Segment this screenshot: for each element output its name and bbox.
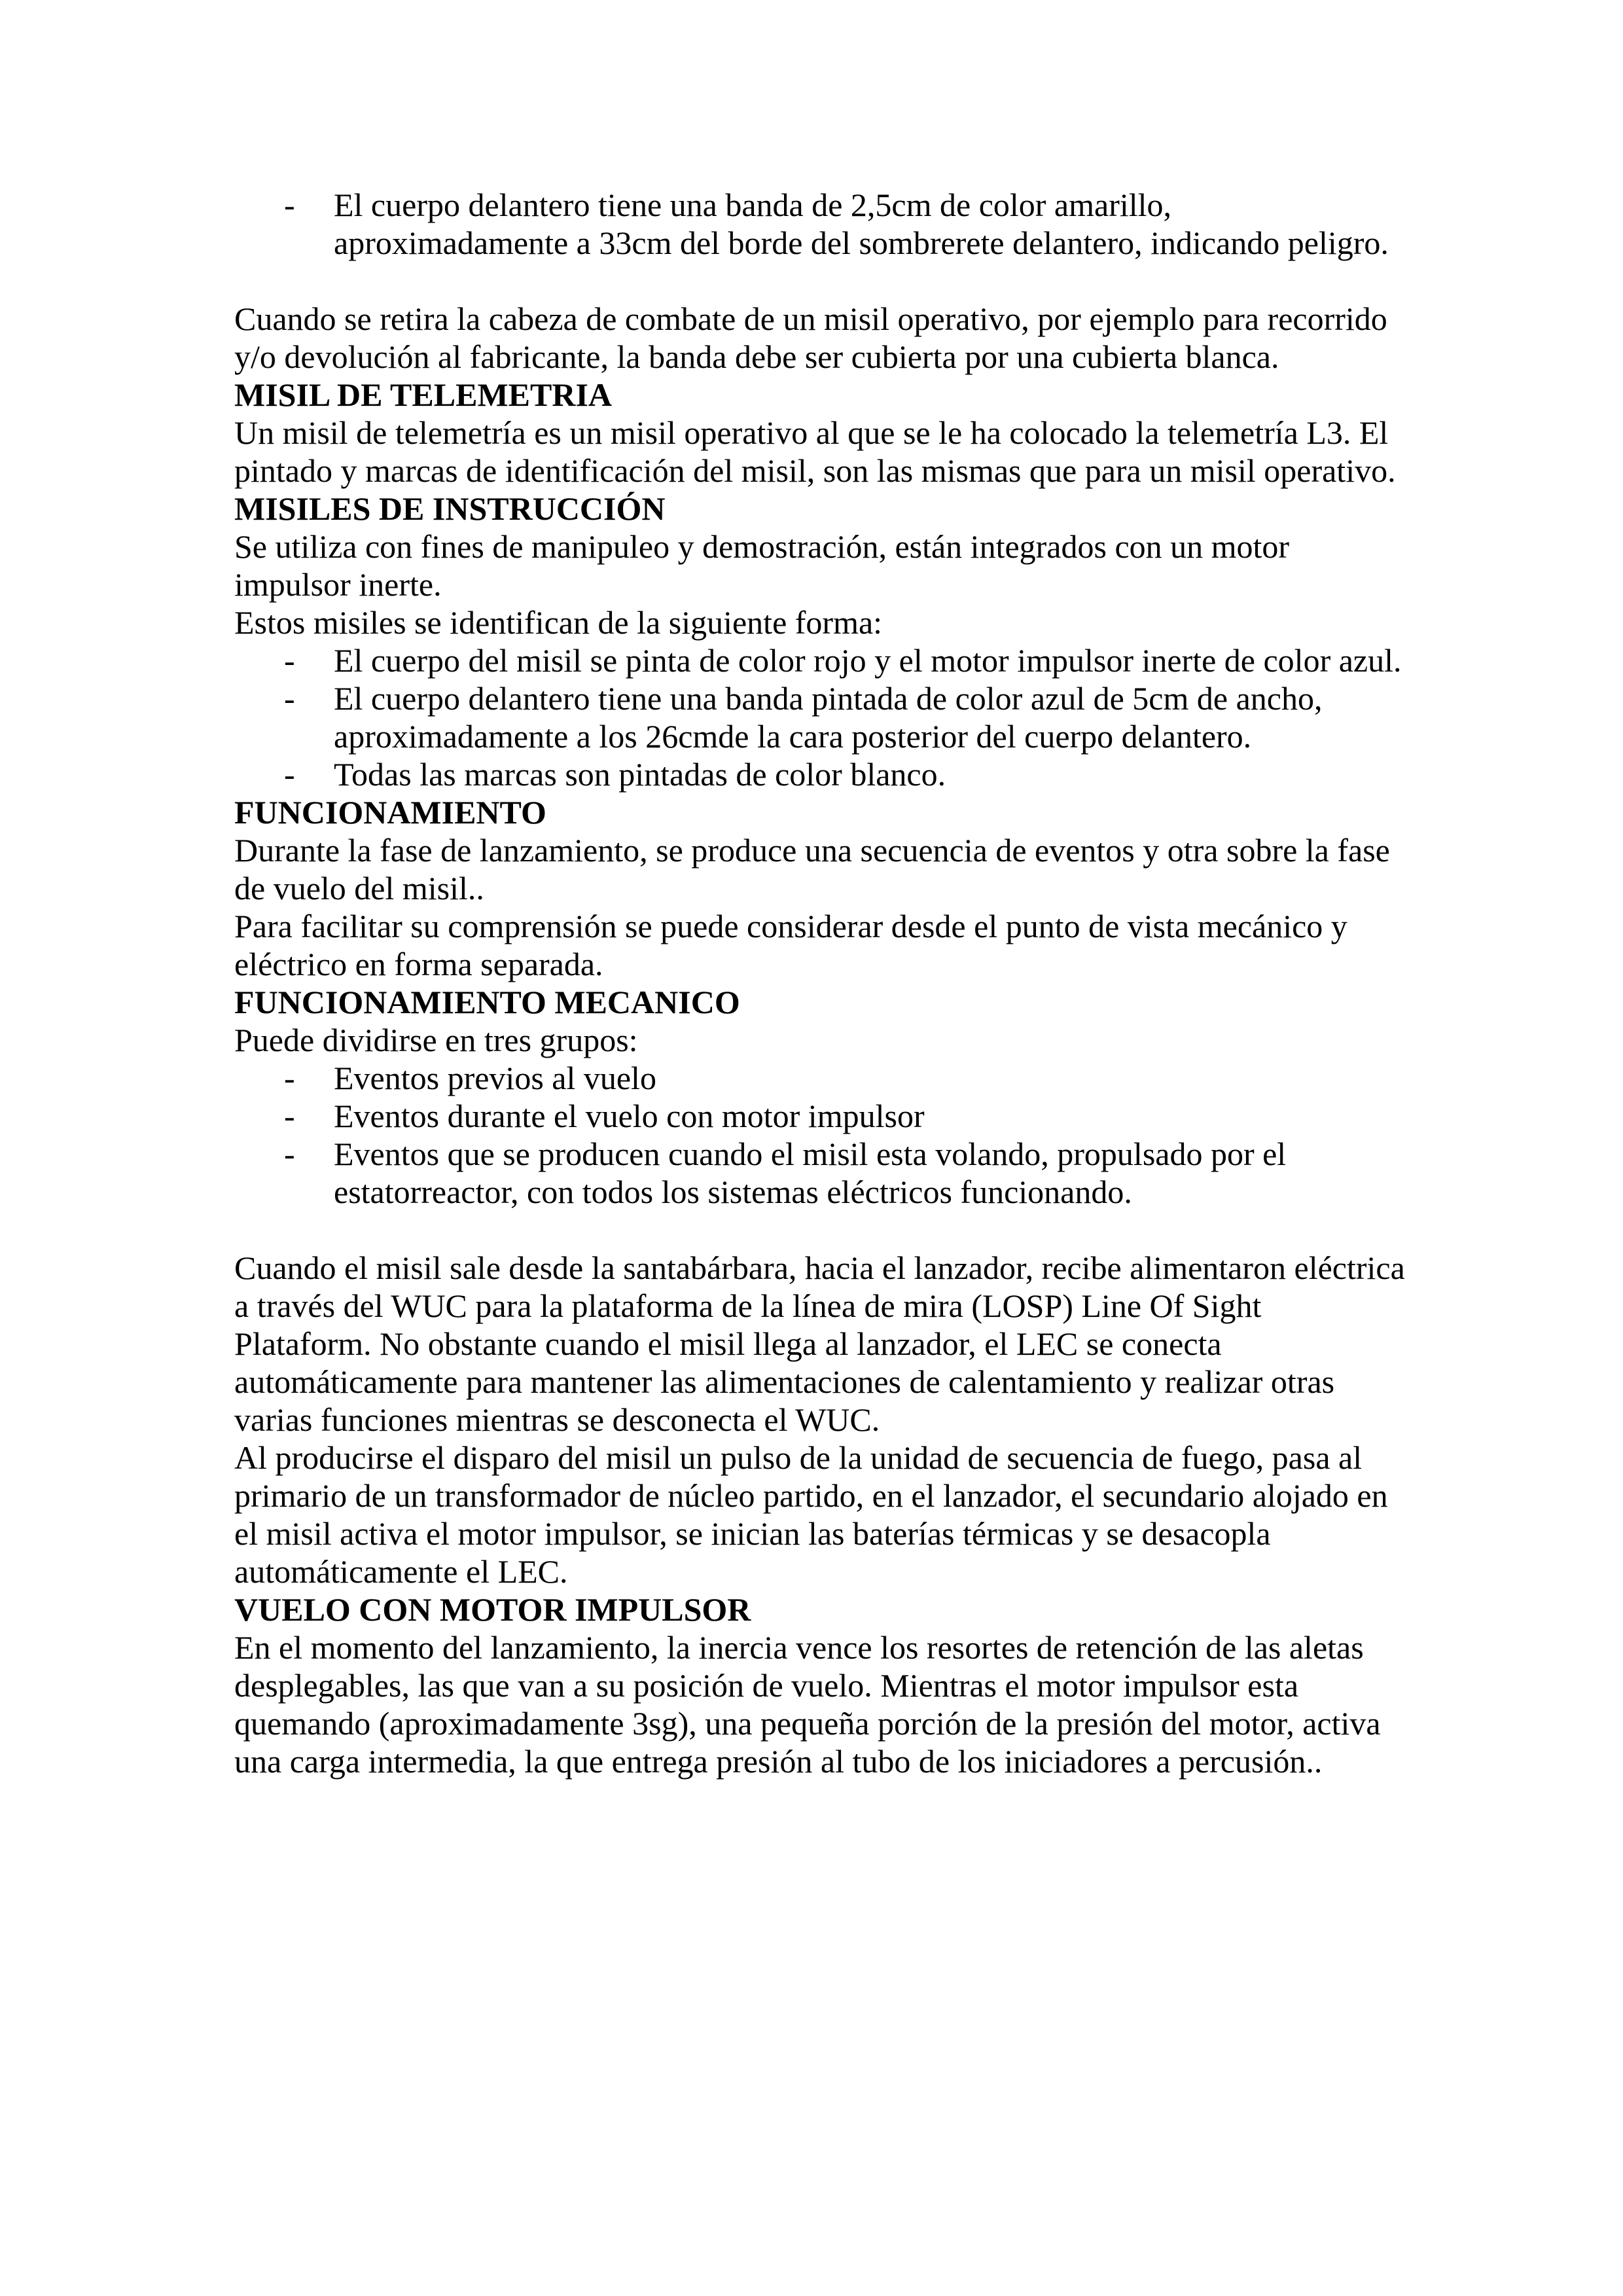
list-item — [234, 679, 1406, 755]
list-item-text: Eventos que se producen cuando el misil esta volando, propulsado por el estatorreactor, con todos los sistemas eléctricos funcionando. — [334, 1136, 1287, 1210]
paragraph-telemetria: Un misil de telemetría es un misil operativo al que se le ha colocado la telemetría L3. El pintado y marcas de identificación del misil, son las mismas que para un misil operativo. — [234, 414, 1396, 489]
bullet-dash: - — [284, 1098, 295, 1134]
list-item — [234, 186, 1406, 262]
paragraph-mecanico-2: Cuando el misil sale desde la santabárbara, hacia el lanzador, recibe alimentaron eléctrica a través del WUC para la plataforma de la línea de mira (LOSP) Line Of Sight Plataform. No obstante cuando el misil llega al lanzador, el LEC se conecta automáticamente para mantener las alimentaciones de calentamiento y realizar otras varias funciones mientras se desconecta el WUC. — [234, 1249, 1405, 1438]
paragraph-funcionamiento-2: Para facilitar su comprensión se puede considerar desde el punto de vista mecánico y eléctrico en forma separada. — [234, 908, 1347, 982]
paragraph-instruccion-1: Se utiliza con fines de manipuleo y demostración, están integrados con un motor impulsor inerte. — [234, 528, 1290, 603]
bullet-dash: - — [284, 680, 295, 717]
heading-vuelo-motor-impulsor: VUELO CON MOTOR IMPULSOR — [234, 1591, 751, 1628]
list-item — [234, 1135, 1406, 1211]
heading-telemetria: MISIL DE TELEMETRIA — [234, 376, 613, 413]
paragraph-vuelo: En el momento del lanzamiento, la inercia vence los resortes de retención de las aletas desplegables, las que van a su posición de vuelo. Mientras el motor impulsor esta quemando (aproximadamente 3sg), una pequeña porción de la presión del motor, activa una carga intermedia, la que entrega presión al tubo de los iniciadores a percusión.. — [234, 1629, 1381, 1780]
bullet-dash: - — [284, 756, 295, 793]
list-item — [234, 1059, 1406, 1097]
list-item-text: Todas las marcas son pintadas de color blanco. — [334, 756, 946, 793]
bullet-dash: - — [284, 1136, 295, 1172]
paragraph-instruccion-2: Estos misiles se identifican de la siguiente forma: — [234, 604, 883, 641]
bullet-dash: - — [284, 187, 295, 223]
top-bullet-list — [234, 186, 1406, 262]
list-item-text: Eventos durante el vuelo con motor impulsor — [334, 1098, 925, 1134]
list-item — [234, 755, 1406, 793]
list-item — [234, 1097, 1406, 1135]
list-item — [234, 641, 1406, 679]
instruccion-bullet-list — [234, 641, 1406, 793]
list-item-text: Eventos previos al vuelo — [334, 1060, 656, 1096]
paragraph-warhead: Cuando se retira la cabeza de combate de un misil operativo, por ejemplo para recorrido y/o devolución al fabricante, la banda debe ser cubierta por una cubierta blanca. — [234, 300, 1387, 375]
heading-funcionamiento: FUNCIONAMIENTO — [234, 794, 546, 831]
heading-funcionamiento-mecanico: FUNCIONAMIENTO MECANICO — [234, 984, 740, 1020]
list-item-text: El cuerpo delantero tiene una banda de 2,5cm de color amarillo, aproximadamente a 33cm del borde del sombrerete delantero, indicando peligro. — [334, 187, 1389, 261]
paragraph-mecanico-intro: Puede dividirse en tres grupos: — [234, 1022, 638, 1058]
paragraph-funcionamiento-1: Durante la fase de lanzamiento, se produce una secuencia de eventos y otra sobre la fase de vuelo del misil.. — [234, 832, 1390, 906]
heading-instruccion: MISILES DE INSTRUCCIÓN — [234, 490, 666, 527]
document-page — [234, 186, 1406, 1780]
list-item-text: El cuerpo del misil se pinta de color rojo y el motor impulsor inerte de color azul. — [334, 642, 1402, 679]
list-item-text: El cuerpo delantero tiene una banda pintada de color azul de 5cm de ancho, aproximadamente a los 26cmde la cara posterior del cuerpo delantero. — [334, 680, 1323, 755]
paragraph-mecanico-3: Al producirse el disparo del misil un pulso de la unidad de secuencia de fuego, pasa al primario de un transformador de núcleo partido, en el lanzador, el secundario alojado en el misil activa el motor impulsor, se inician las baterías térmicas y se desacopla automáticamente el LEC. — [234, 1439, 1388, 1590]
mecanico-bullet-list — [234, 1059, 1406, 1211]
bullet-dash: - — [284, 642, 295, 679]
bullet-dash: - — [284, 1060, 295, 1096]
